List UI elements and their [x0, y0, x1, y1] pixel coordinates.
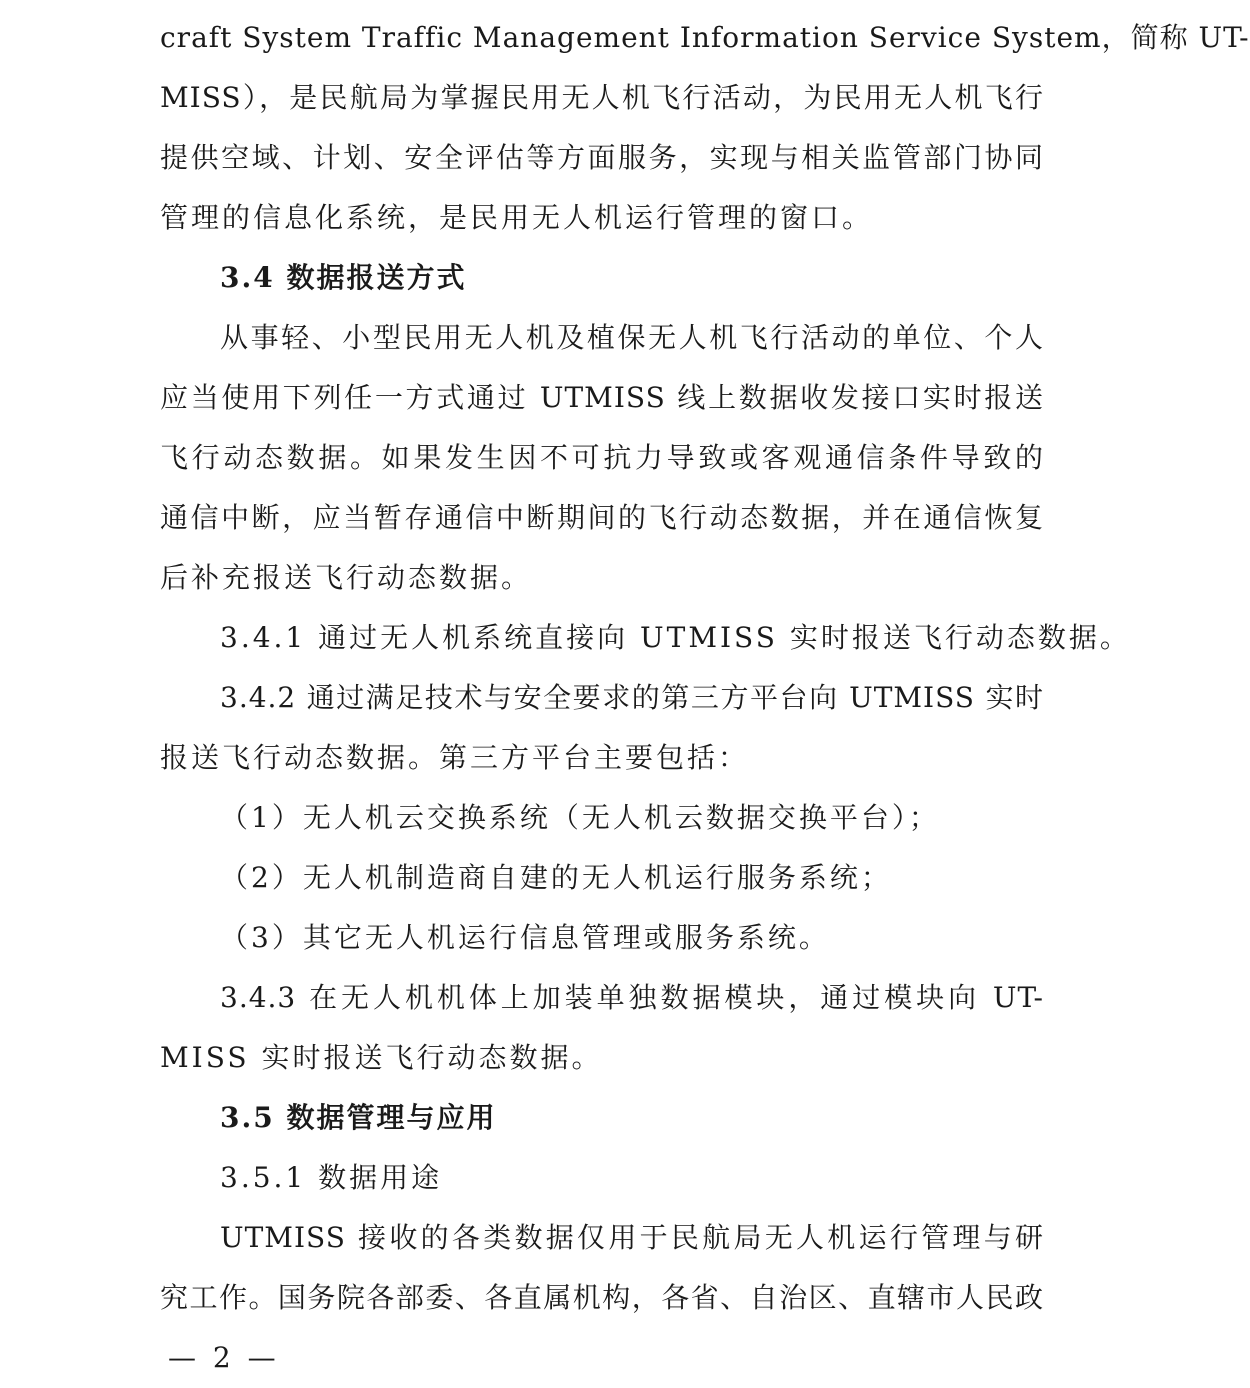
- section-heading-3-4: 3.4 数据报送方式: [220, 261, 467, 294]
- item-3-4-3: 3.4.3 在无人机机体上加装单独数据模块，通过模块向 UT-: [220, 981, 1044, 1014]
- page-number: — 2 —: [168, 1341, 280, 1374]
- body-line-1: craft System Traffic Management Information Service System，简称 UT-: [160, 21, 1250, 54]
- list-item-3: （3）其它无人机运行信息管理或服务系统。: [220, 921, 830, 954]
- item-3-4-2-continued: 报送飞行动态数据。第三方平台主要包括：: [160, 741, 750, 774]
- list-item-1: （1）无人机云交换系统（无人机云数据交换平台）；: [220, 801, 940, 834]
- subsection-heading-3-5-1: 3.5.1 数据用途: [220, 1161, 443, 1194]
- body-line-3: 提供空域、计划、安全评估等方面服务，实现与相关监管部门协同: [160, 141, 1044, 174]
- body-line-7: 应当使用下列任一方式通过 UTMISS 线上数据收发接口实时报送: [160, 381, 1044, 414]
- item-3-4-2: 3.4.2 通过满足技术与安全要求的第三方平台向 UTMISS 实时: [220, 681, 1044, 714]
- body-line-9: 通信中断，应当暂存通信中断期间的飞行动态数据，并在通信恢复: [160, 501, 1044, 534]
- body-line-21: UTMISS 接收的各类数据仅用于民航局无人机运行管理与研: [220, 1221, 1044, 1254]
- body-line-6: 从事轻、小型民用无人机及植保无人机飞行活动的单位、个人: [220, 321, 1044, 354]
- section-heading-3-5: 3.5 数据管理与应用: [220, 1101, 497, 1134]
- body-line-2: MISS），是民航局为掌握民用无人机飞行活动，为民用无人机飞行: [160, 81, 1044, 114]
- body-line-4: 管理的信息化系统，是民用无人机运行管理的窗口。: [160, 201, 874, 234]
- item-3-4-1: 3.4.1 通过无人机系统直接向 UTMISS 实时报送飞行动态数据。: [220, 621, 1131, 654]
- item-3-4-3-continued: MISS 实时报送飞行动态数据。: [160, 1041, 603, 1074]
- body-line-8: 飞行动态数据。如果发生因不可抗力导致或客观通信条件导致的: [160, 441, 1044, 474]
- body-line-10: 后补充报送飞行动态数据。: [160, 561, 533, 594]
- list-item-2: （2）无人机制造商自建的无人机运行服务系统；: [220, 861, 892, 894]
- body-line-22: 究工作。国务院各部委、各直属机构，各省、自治区、直辖市人民政: [160, 1281, 1044, 1314]
